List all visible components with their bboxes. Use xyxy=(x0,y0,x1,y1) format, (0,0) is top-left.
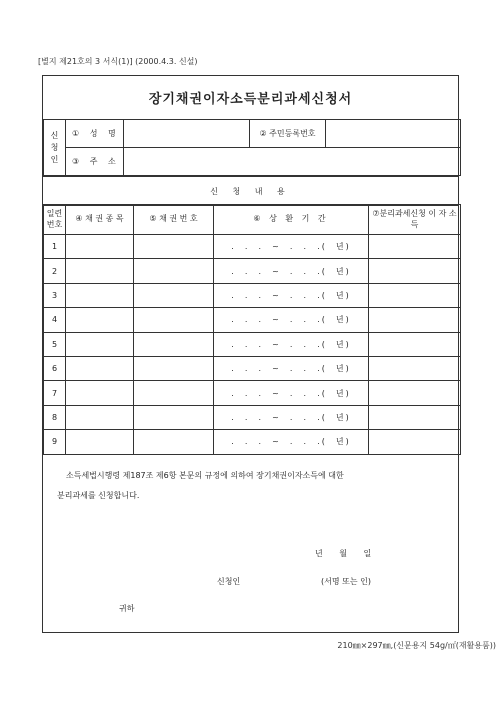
row-number: 8 xyxy=(44,405,66,429)
period-field[interactable]: . . . ~ . . .( 년) xyxy=(214,259,369,283)
income-field[interactable] xyxy=(369,405,461,429)
col-bond-type: ④ 채 권 종 목 xyxy=(66,205,134,235)
resident-no-label: ② 주민등록번호 xyxy=(250,120,326,148)
period-field[interactable]: . . . ~ . . .( 년) xyxy=(214,332,369,356)
row-number: 4 xyxy=(44,308,66,332)
col-serial: 일련 번호 xyxy=(44,205,66,235)
statement-line-1: 소득세법시행령 제187조 제6항 본문의 규정에 의하여 장기채권이자소득에 대한 xyxy=(66,471,344,480)
table-row xyxy=(44,356,461,380)
signer-label: 신청인 xyxy=(217,577,241,586)
bond-type-field[interactable] xyxy=(66,430,134,454)
period-field[interactable]: . . . ~ . . .( 년) xyxy=(214,430,369,454)
table-row xyxy=(44,430,461,454)
details-table xyxy=(43,204,461,455)
table-row xyxy=(44,259,461,283)
period-field[interactable]: . . . ~ . . .( 년) xyxy=(214,235,369,259)
row-number: 3 xyxy=(44,283,66,307)
bond-no-field[interactable] xyxy=(134,356,214,380)
signature-note: (서명 또는 인) xyxy=(321,577,371,586)
applicant-group-label xyxy=(44,120,66,176)
table-row xyxy=(44,332,461,356)
resident-no-field[interactable] xyxy=(326,120,461,148)
row-number: 5 xyxy=(44,332,66,356)
bond-type-field[interactable] xyxy=(66,259,134,283)
bond-no-field[interactable] xyxy=(134,405,214,429)
name-label: ① 성 명 xyxy=(66,120,124,148)
bond-no-field[interactable] xyxy=(134,259,214,283)
row-number: 7 xyxy=(44,381,66,405)
table-row xyxy=(44,405,461,429)
bond-no-field[interactable] xyxy=(134,235,214,259)
applicant-group-text: 신 청 인 xyxy=(50,130,59,164)
period-field[interactable]: . . . ~ . . .( 년) xyxy=(214,283,369,307)
address-field[interactable] xyxy=(124,148,461,176)
period-field[interactable]: . . . ~ . . .( 년) xyxy=(214,381,369,405)
period-field[interactable]: . . . ~ . . .( 년) xyxy=(214,405,369,429)
row-number: 2 xyxy=(44,259,66,283)
bond-no-field[interactable] xyxy=(134,308,214,332)
row-number: 6 xyxy=(44,356,66,380)
bond-type-field[interactable] xyxy=(66,405,134,429)
name-field[interactable] xyxy=(124,120,250,148)
table-row xyxy=(44,235,461,259)
bond-type-field[interactable] xyxy=(66,235,134,259)
period-field[interactable]: . . . ~ . . .( 년) xyxy=(214,308,369,332)
section-title: 신 청 내 용 xyxy=(43,176,458,206)
income-field[interactable] xyxy=(369,235,461,259)
table-row xyxy=(44,381,461,405)
form-number-note: [별지 제21호의 3 서식(1)] (2000.4.3. 신설) xyxy=(38,57,198,66)
address-label: ③ 주 소 xyxy=(66,148,124,176)
row-number: 9 xyxy=(44,430,66,454)
statement xyxy=(57,466,344,506)
applicant-table xyxy=(43,119,461,176)
income-field[interactable] xyxy=(369,430,461,454)
bond-no-field[interactable] xyxy=(134,332,214,356)
bond-type-field[interactable] xyxy=(66,381,134,405)
bond-type-field[interactable] xyxy=(66,332,134,356)
col-income: ⑦분리과세신청 이 자 소 득 xyxy=(369,205,461,235)
bond-type-field[interactable] xyxy=(66,283,134,307)
income-field[interactable] xyxy=(369,308,461,332)
col-bond-no: ⑤ 채 권 번 호 xyxy=(134,205,214,235)
period-field[interactable]: . . . ~ . . .( 년) xyxy=(214,356,369,380)
addressee: 귀하 xyxy=(119,604,135,613)
income-field[interactable] xyxy=(369,332,461,356)
bond-no-field[interactable] xyxy=(134,430,214,454)
bond-no-field[interactable] xyxy=(134,283,214,307)
col-period: ⑥ 상 환 기 간 xyxy=(214,205,369,235)
income-field[interactable] xyxy=(369,356,461,380)
table-row xyxy=(44,283,461,307)
statement-line-2: 분리과세를 신청합니다. xyxy=(57,491,140,500)
income-field[interactable] xyxy=(369,381,461,405)
bond-type-field[interactable] xyxy=(66,356,134,380)
form-title: 장기채권이자소득분리과세신청서 xyxy=(43,76,458,120)
bond-type-field[interactable] xyxy=(66,308,134,332)
date-line: 년 월 일 xyxy=(315,549,372,558)
table-row xyxy=(44,308,461,332)
details-header-row xyxy=(44,205,461,235)
paper-spec-note: 210㎜×297㎜,(신문용지 54g/㎡(재활용품)) xyxy=(337,641,496,650)
application-form xyxy=(42,75,459,633)
row-number: 1 xyxy=(44,235,66,259)
bond-no-field[interactable] xyxy=(134,381,214,405)
income-field[interactable] xyxy=(369,259,461,283)
income-field[interactable] xyxy=(369,283,461,307)
